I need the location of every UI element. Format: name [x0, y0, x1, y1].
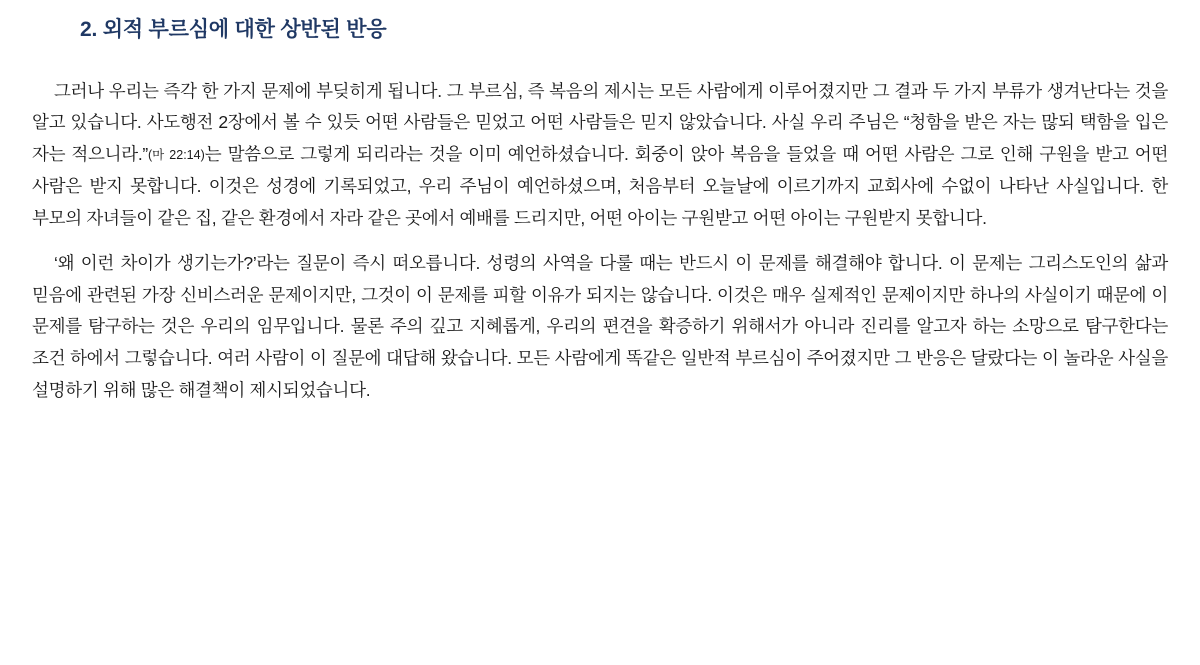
- paragraph-2-text: ‘왜 이런 차이가 생기는가?’라는 질문이 즉시 떠오릅니다. 성령의 사역을 다룰 때는 반드시 이 문제를 해결해야 합니다. 이 문제는 그리스도인의 삶과 믿음에 관련된 가장 신비스러운 문제이지만, 그것이 이 문제를 피할 이유가 되지는 않습니다. 이것은 매우 실제적인 문제이지만 하나의 사실이기 때문에 이 문제를 탐구하는 것은 우리의 임무입니다. 물론 주의 깊고 지혜롭게, 우리의 편견을 확증하기 위해서가 아니라 진리를 알고자 하는 소망으로 탐구한다는 조건 하에서 그렇습니다. 여러 사람이 이 질문에 대답해 왔습니다. 모든 사람에게 똑같은 일반적 부르심이 주어졌지만 그 반응은 달랐다는 이 놀라운 사실을 설명하기 위해 많은 해결책이 제시되었습니다.: [32, 252, 1168, 401]
- document-body: [28, 76, 1172, 407]
- paragraph-1-text-part-2: 는 말씀으로 그렇게 되리라는 것을 이미 예언하셨습니다. 회중이 앉아 복음을 들었을 때 어떤 사람은 그로 인해 구원을 받고 어떤 사람은 받지 못합니다. 이것은 성경에 기록되었고, 우리 주님이 예언하셨으며, 처음부터 오늘날에 이르기까지 교회사에 수없이 나타난 사실입니다. 한 부모의 자녀들이 같은 집, 같은 환경에서 자라 같은 곳에서 예배를 드리지만, 어떤 아이는 구원받고 어떤 아이는 구원받지 못합니다.: [32, 144, 1168, 228]
- paragraph-2: [32, 248, 1168, 407]
- paragraph-1-text-part-1: 그러나 우리는 즉각 한 가지 문제에 부딪히게 됩니다. 그 부르심, 즉 복음의 제시는 모든 사람에게 이루어졌지만 그 결과 두 가지 부류가 생겨난다는 것을 알고 있습니다. 사도행전 2장에서 볼 수 있듯 어떤 사람들은 믿었고 어떤 사람들은 믿지 않았습니다. 사실 우리 주님은 “청함을 받은 자는 많되 택함을 입은 자는 적으니라.”: [32, 80, 1168, 165]
- scripture-reference: (마 22:14): [147, 148, 205, 163]
- section-heading: 2. 외적 부르심에 대한 상반된 반응: [80, 18, 387, 41]
- paragraph-1: [32, 76, 1168, 235]
